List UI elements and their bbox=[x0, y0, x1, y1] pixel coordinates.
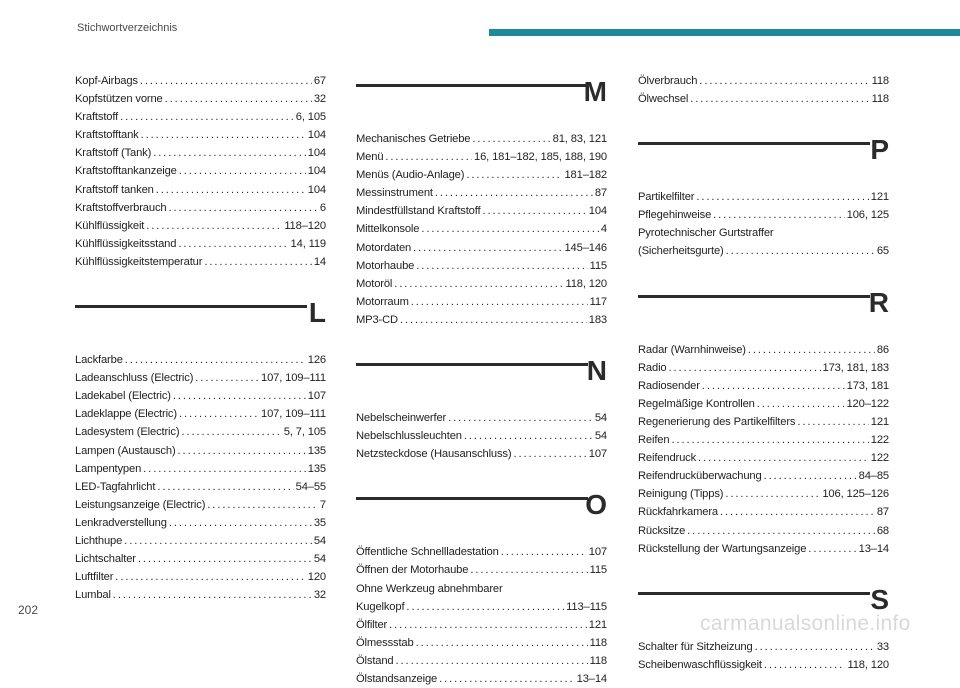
index-entry bbox=[75, 217, 326, 235]
index-pages: 54 bbox=[594, 430, 607, 443]
index-pages: 6, 105 bbox=[295, 111, 326, 124]
index-term: Mindestfüllstand Kraftstoff bbox=[356, 205, 481, 218]
index-entry bbox=[638, 431, 889, 449]
dot-leader bbox=[385, 148, 472, 166]
index-entry bbox=[356, 561, 607, 579]
dot-leader bbox=[755, 638, 875, 656]
index-term: Ölwechsel bbox=[638, 93, 689, 106]
index-column-1 bbox=[75, 72, 326, 604]
index-entry bbox=[75, 387, 326, 405]
page-number: 202 bbox=[18, 603, 39, 617]
index-entry bbox=[638, 540, 889, 558]
index-pages: 32 bbox=[313, 589, 326, 602]
index-entry bbox=[638, 90, 889, 108]
section-header bbox=[75, 293, 326, 345]
index-pages: 7 bbox=[319, 498, 326, 511]
index-term: Ladeklappe (Electric) bbox=[75, 408, 177, 421]
index-term: Radio bbox=[638, 361, 667, 374]
dot-leader bbox=[113, 586, 312, 604]
index-term: Lackfarbe bbox=[75, 354, 123, 367]
dot-leader bbox=[179, 162, 306, 180]
index-pages: 106, 125 bbox=[846, 209, 889, 222]
index-term: Kopf-Airbags bbox=[75, 75, 138, 87]
index-term: Lumbal bbox=[75, 589, 111, 602]
dot-leader bbox=[421, 220, 599, 238]
index-term: Ladekabel (Electric) bbox=[75, 390, 171, 403]
index-term: Scheibenwaschflüssigkeit bbox=[638, 658, 762, 671]
index-entry bbox=[75, 253, 326, 271]
index-pages: 115 bbox=[589, 259, 607, 272]
index-entry bbox=[75, 460, 326, 478]
index-term: Radiosender bbox=[638, 379, 700, 392]
section-letter: L bbox=[308, 297, 326, 329]
index-entry bbox=[638, 377, 889, 395]
index-term: Motordaten bbox=[356, 241, 412, 254]
index-term: Menü bbox=[356, 151, 384, 164]
dot-leader bbox=[687, 522, 875, 540]
dot-leader bbox=[808, 540, 856, 558]
index-entry bbox=[638, 242, 889, 260]
index-entry bbox=[75, 351, 326, 369]
index-term-line: Pyrotechnischer Gurtstraffer bbox=[638, 227, 774, 240]
dot-leader bbox=[156, 181, 306, 199]
index-column-2 bbox=[356, 72, 607, 688]
index-entry bbox=[638, 359, 889, 377]
index-entry bbox=[356, 445, 607, 463]
index-term: Kopfstützen vorne bbox=[75, 93, 163, 106]
index-pages: 104 bbox=[588, 205, 607, 218]
index-pages: 107 bbox=[588, 546, 607, 559]
dot-leader bbox=[696, 188, 868, 206]
index-pages: 54–55 bbox=[295, 480, 326, 493]
index-pages: 135 bbox=[307, 444, 326, 457]
index-entry bbox=[638, 413, 889, 431]
index-entry bbox=[75, 162, 326, 180]
index-pages: 32 bbox=[313, 93, 326, 106]
index-pages: 54 bbox=[313, 553, 326, 566]
index-term: Reifendrucküberwachung bbox=[638, 470, 762, 483]
section-letter: P bbox=[870, 134, 889, 166]
section-letter: S bbox=[870, 583, 889, 615]
index-pages: 5, 7, 105 bbox=[283, 426, 326, 439]
index-entry bbox=[638, 206, 889, 224]
index-pages: 33 bbox=[876, 640, 889, 653]
dot-leader bbox=[726, 242, 875, 260]
index-pages: 118–120 bbox=[284, 219, 326, 232]
index-entry bbox=[75, 478, 326, 496]
index-term: Rücksitze bbox=[638, 524, 686, 537]
index-entry bbox=[356, 427, 607, 445]
index-pages: 118, 120 bbox=[847, 658, 889, 671]
index-term: Partikelfilter bbox=[638, 191, 695, 204]
index-pages: 173, 181 bbox=[846, 379, 889, 392]
index-term: Nebelscheinwerfer bbox=[356, 412, 447, 425]
section-divider bbox=[356, 363, 588, 366]
index-pages: 16, 181–182, 185, 188, 190 bbox=[474, 151, 607, 164]
dot-leader bbox=[466, 166, 562, 184]
index-entry bbox=[356, 239, 607, 257]
dot-leader bbox=[698, 449, 869, 467]
index-term: Kraftstofftank bbox=[75, 129, 139, 142]
dot-leader bbox=[411, 293, 588, 311]
index-pages: 107, 109–111 bbox=[261, 408, 326, 421]
index-entry bbox=[356, 257, 607, 275]
index-pages: 13–14 bbox=[858, 542, 889, 555]
section-divider bbox=[638, 295, 870, 298]
index-term: Regelmäßige Kontrollen bbox=[638, 397, 755, 410]
index-entry bbox=[356, 652, 607, 670]
index-term: Ölfilter bbox=[356, 618, 388, 631]
dot-leader bbox=[406, 598, 564, 616]
dot-leader bbox=[115, 568, 305, 586]
index-term: Motorhaube bbox=[356, 259, 415, 272]
index-pages: 104 bbox=[307, 129, 326, 142]
section-divider bbox=[356, 497, 588, 500]
index-term: Ölstandsanzeige bbox=[356, 672, 438, 685]
dot-leader bbox=[125, 351, 306, 369]
section-divider bbox=[638, 592, 870, 595]
index-pages: 122 bbox=[870, 452, 889, 465]
index-entry bbox=[75, 496, 326, 514]
index-entry bbox=[356, 148, 607, 166]
dot-leader bbox=[757, 395, 845, 413]
index-pages: 122 bbox=[870, 434, 889, 447]
index-term: Lichthupe bbox=[75, 534, 123, 547]
section-divider bbox=[75, 305, 307, 308]
section-header bbox=[356, 72, 607, 124]
dot-leader bbox=[748, 341, 875, 359]
dot-leader bbox=[702, 377, 845, 395]
index-term: Reifendruck bbox=[638, 452, 697, 465]
index-entry bbox=[638, 341, 889, 359]
index-pages: 35 bbox=[313, 516, 326, 529]
index-entry bbox=[356, 598, 607, 616]
section-letter: O bbox=[585, 489, 607, 521]
index-term: Luftfilter bbox=[75, 571, 114, 584]
index-term: (Sicherheitsgurte) bbox=[638, 245, 724, 258]
dot-leader bbox=[416, 634, 588, 652]
section-header bbox=[356, 351, 607, 403]
dot-leader bbox=[165, 90, 312, 108]
dot-leader bbox=[513, 445, 586, 463]
dot-leader bbox=[120, 108, 294, 126]
dot-leader bbox=[178, 235, 288, 253]
index-term: Motoröl bbox=[356, 277, 393, 290]
index-entry bbox=[638, 503, 889, 521]
index-entry bbox=[356, 220, 607, 238]
section-divider bbox=[356, 84, 588, 87]
dot-leader bbox=[141, 126, 306, 144]
index-entry bbox=[75, 199, 326, 217]
header-accent-bar bbox=[489, 29, 960, 36]
index-pages: 173, 181, 183 bbox=[822, 361, 889, 374]
index-pages: 121 bbox=[870, 191, 889, 204]
index-pages: 107 bbox=[588, 448, 607, 461]
dot-leader bbox=[435, 184, 593, 202]
dot-leader bbox=[146, 217, 282, 235]
index-pages: 115 bbox=[589, 564, 607, 577]
dot-leader bbox=[204, 253, 312, 271]
index-term: Nebelschlussleuchten bbox=[356, 430, 462, 443]
section-letter: R bbox=[868, 286, 889, 318]
dot-leader bbox=[140, 72, 312, 90]
index-entry bbox=[356, 293, 607, 311]
index-entry bbox=[75, 550, 326, 568]
index-pages: 121 bbox=[870, 415, 889, 428]
index-entry bbox=[638, 188, 889, 206]
index-term: Messinstrument bbox=[356, 187, 433, 200]
index-term: Kraftstoff tanken bbox=[75, 183, 154, 196]
index-pages: 118 bbox=[871, 93, 889, 106]
watermark: carmanualsonline.info bbox=[700, 612, 911, 635]
index-entry bbox=[638, 449, 889, 467]
index-entry bbox=[638, 656, 889, 674]
index-term: Öffnen der Motorhaube bbox=[356, 564, 469, 577]
index-entry bbox=[75, 532, 326, 550]
index-pages: 104 bbox=[307, 183, 326, 196]
index-pages: 145–146 bbox=[564, 241, 607, 254]
index-entry bbox=[75, 235, 326, 253]
index-pages: 65 bbox=[876, 245, 889, 258]
index-term: Mechanisches Getriebe bbox=[356, 133, 471, 145]
dot-leader bbox=[713, 206, 844, 224]
index-term: Kühlflüssigkeitsstand bbox=[75, 237, 177, 250]
index-entry bbox=[638, 395, 889, 413]
index-pages: 104 bbox=[307, 147, 326, 160]
index-term: Kraftstoff bbox=[75, 111, 119, 124]
index-pages: 68 bbox=[876, 524, 889, 537]
index-entry bbox=[75, 442, 326, 460]
index-entry bbox=[356, 202, 607, 220]
index-entry bbox=[356, 634, 607, 652]
index-pages: 54 bbox=[594, 412, 607, 425]
index-term: Lenkradverstellung bbox=[75, 516, 167, 529]
dot-leader bbox=[124, 532, 312, 550]
index-entry bbox=[75, 405, 326, 423]
dot-leader bbox=[470, 561, 587, 579]
index-term: Ölmessstab bbox=[356, 636, 414, 649]
index-entry bbox=[75, 126, 326, 144]
dot-leader bbox=[394, 275, 563, 293]
index-pages: 121 bbox=[588, 618, 607, 631]
index-term: Lampentypen bbox=[75, 462, 142, 475]
section-header bbox=[638, 130, 889, 182]
index-pages: 14 bbox=[313, 255, 326, 268]
index-pages: 118 bbox=[871, 75, 889, 87]
dot-leader bbox=[699, 72, 869, 90]
dot-leader bbox=[179, 405, 259, 423]
dot-leader bbox=[472, 130, 550, 148]
index-entry bbox=[638, 522, 889, 540]
index-term: Rückstellung der Wartungsanzeige bbox=[638, 542, 807, 555]
index-entry bbox=[356, 670, 607, 688]
dot-leader bbox=[416, 257, 587, 275]
section-letter: N bbox=[586, 355, 607, 387]
index-term: Mittelkonsole bbox=[356, 223, 420, 236]
index-entry bbox=[638, 485, 889, 503]
index-entry bbox=[356, 616, 607, 634]
dot-leader bbox=[720, 503, 875, 521]
dot-leader bbox=[396, 652, 588, 670]
index-entry bbox=[75, 514, 326, 532]
index-entry bbox=[356, 311, 607, 329]
index-entry bbox=[75, 144, 326, 162]
index-pages: 120–122 bbox=[846, 397, 889, 410]
index-entry bbox=[75, 423, 326, 441]
index-pages: 54 bbox=[313, 534, 326, 547]
index-pages: 86 bbox=[876, 343, 889, 356]
index-pages: 67 bbox=[313, 75, 326, 87]
index-entry bbox=[356, 130, 607, 148]
index-term: Ladesystem (Electric) bbox=[75, 426, 180, 439]
index-pages: 104 bbox=[307, 165, 326, 178]
index-term: Kraftstoffverbrauch bbox=[75, 201, 167, 214]
index-term: Netzsteckdose (Hausanschluss) bbox=[356, 448, 512, 461]
index-pages: 87 bbox=[594, 187, 607, 200]
index-term: Lichtschalter bbox=[75, 553, 136, 566]
dot-leader bbox=[797, 413, 868, 431]
index-term: Reifen bbox=[638, 434, 670, 447]
index-pages: 113–115 bbox=[566, 600, 607, 613]
index-pages: 183 bbox=[588, 313, 607, 326]
index-pages: 107 bbox=[307, 390, 326, 403]
index-term: Rückfahrkamera bbox=[638, 506, 718, 519]
index-pages: 106, 125–126 bbox=[822, 488, 889, 501]
dot-leader bbox=[764, 656, 846, 674]
index-term: Menüs (Audio-Anlage) bbox=[356, 169, 465, 182]
dot-leader bbox=[143, 460, 306, 478]
index-entry bbox=[638, 72, 889, 90]
index-pages: 181–182 bbox=[564, 169, 607, 182]
index-entry bbox=[356, 275, 607, 293]
index-term: Regenerierung des Partikelfilters bbox=[638, 415, 796, 428]
index-pages: 126 bbox=[307, 354, 326, 367]
index-term: Öffentliche Schnellladestation bbox=[356, 546, 499, 559]
index-entry bbox=[75, 586, 326, 604]
dot-leader bbox=[138, 550, 312, 568]
dot-leader bbox=[764, 467, 857, 485]
index-entry bbox=[356, 184, 607, 202]
dot-leader bbox=[482, 202, 586, 220]
index-pages: 118, 120 bbox=[565, 277, 607, 290]
index-entry bbox=[75, 181, 326, 199]
index-pages: 81, 83, 121 bbox=[552, 133, 607, 145]
index-column-3 bbox=[638, 72, 889, 674]
index-pages: 4 bbox=[600, 223, 607, 236]
dot-leader bbox=[195, 369, 259, 387]
dot-leader bbox=[690, 90, 869, 108]
index-entry bbox=[75, 72, 326, 90]
index-term: Radar (Warnhinweise) bbox=[638, 343, 746, 356]
index-term: Ladeanschluss (Electric) bbox=[75, 372, 194, 385]
index-term-line: Ohne Werkzeug abnehmbarer bbox=[356, 582, 503, 595]
index-entry bbox=[75, 568, 326, 586]
index-pages: 14, 119 bbox=[290, 237, 326, 250]
dot-leader bbox=[448, 409, 593, 427]
dot-leader bbox=[725, 485, 820, 503]
index-term: Leistungsanzeige (Electric) bbox=[75, 498, 206, 511]
section-header bbox=[638, 283, 889, 335]
dot-leader bbox=[389, 616, 587, 634]
index-pages: 13–14 bbox=[576, 672, 607, 685]
index-entry bbox=[356, 543, 607, 561]
index-pages: 107, 109–111 bbox=[261, 372, 326, 385]
index-term: Kugelkopf bbox=[356, 600, 405, 613]
index-entry bbox=[75, 108, 326, 126]
index-term: Kraftstoff (Tank) bbox=[75, 147, 152, 160]
index-term: Ölverbrauch bbox=[638, 75, 698, 87]
dot-leader bbox=[413, 239, 562, 257]
dot-leader bbox=[668, 359, 820, 377]
index-entry bbox=[75, 369, 326, 387]
index-pages: 135 bbox=[307, 462, 326, 475]
index-pages: 6 bbox=[319, 201, 326, 214]
dot-leader bbox=[169, 514, 312, 532]
page-header-title: Stichwortverzeichnis bbox=[77, 22, 178, 34]
section-header bbox=[356, 485, 607, 537]
index-term: Kraftstofftankanzeige bbox=[75, 165, 177, 178]
dot-leader bbox=[157, 478, 293, 496]
dot-leader bbox=[400, 311, 587, 329]
index-pages: 120 bbox=[307, 571, 326, 584]
index-entry bbox=[356, 166, 607, 184]
index-term: Kühlflüssigkeitstemperatur bbox=[75, 255, 203, 268]
index-term: Lampen (Austausch) bbox=[75, 444, 176, 457]
dot-leader bbox=[464, 427, 593, 445]
dot-leader bbox=[168, 199, 317, 217]
dot-leader bbox=[173, 387, 306, 405]
index-term: Kühlflüssigkeit bbox=[75, 219, 145, 232]
dot-leader bbox=[501, 543, 587, 561]
section-letter: M bbox=[583, 76, 607, 107]
index-pages: 87 bbox=[876, 506, 889, 519]
index-pages: 117 bbox=[589, 295, 607, 308]
index-term: Schalter für Sitzheizung bbox=[638, 640, 753, 653]
dot-leader bbox=[439, 670, 575, 688]
index-pages: 84–85 bbox=[858, 470, 889, 483]
index-term: Motorraum bbox=[356, 295, 409, 308]
index-entry bbox=[75, 90, 326, 108]
dot-leader bbox=[153, 144, 306, 162]
index-term: MP3-CD bbox=[356, 313, 398, 326]
index-pages: 118 bbox=[589, 654, 607, 667]
index-term: LED-Tagfahrlicht bbox=[75, 480, 156, 493]
index-pages: 118 bbox=[589, 636, 607, 649]
index-term: Ölstand bbox=[356, 654, 394, 667]
index-entry bbox=[356, 409, 607, 427]
index-entry bbox=[638, 467, 889, 485]
index-term: Reinigung (Tipps) bbox=[638, 488, 724, 501]
dot-leader bbox=[181, 423, 281, 441]
index-entry bbox=[638, 638, 889, 656]
dot-leader bbox=[178, 442, 306, 460]
index-term: Pflegehinweise bbox=[638, 209, 712, 222]
dot-leader bbox=[207, 496, 318, 514]
dot-leader bbox=[671, 431, 868, 449]
section-divider bbox=[638, 142, 870, 145]
